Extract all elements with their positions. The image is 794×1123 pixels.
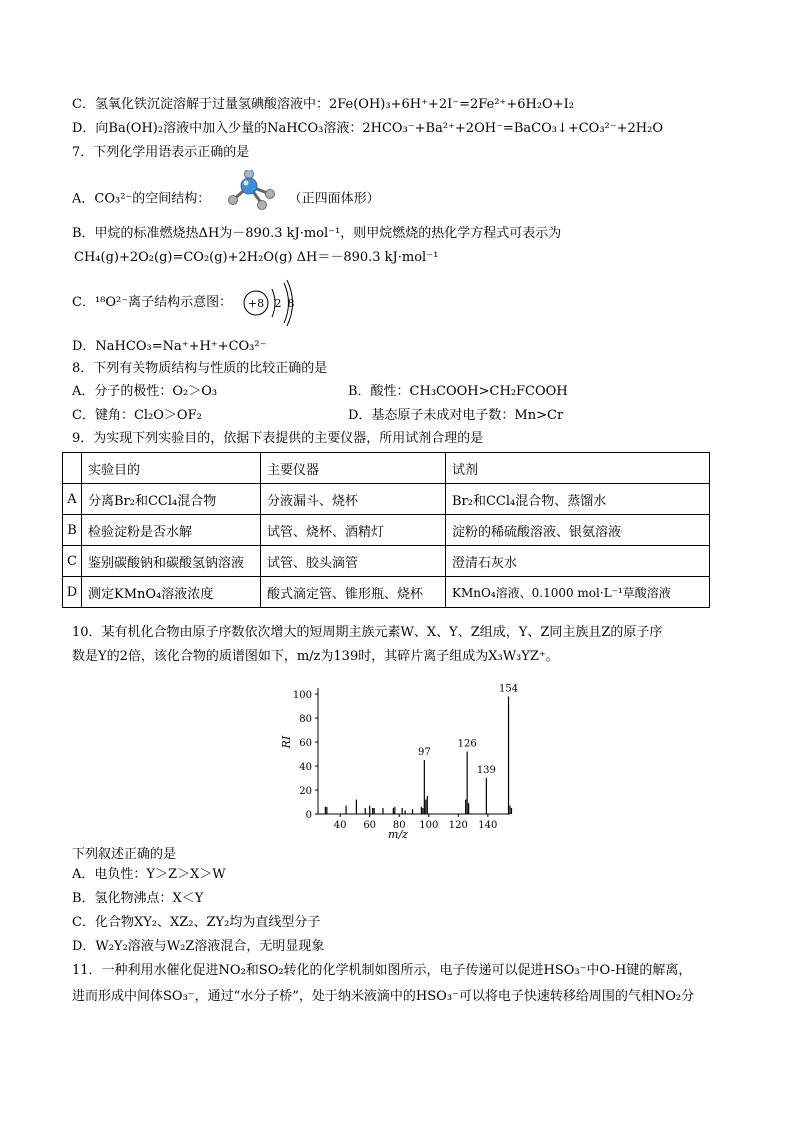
table-cell: 分液漏斗、烧杯 xyxy=(261,484,446,515)
mass-spectrum-chart xyxy=(270,672,520,844)
table-cell: KMnO₄溶液、0.1000 mol·L⁻¹草酸溶液 xyxy=(446,577,710,608)
q8-option-a: A．分子的极性：O₂＞O₃ xyxy=(72,384,218,399)
q10-option-b: B．氢化物沸点：X＜Y xyxy=(72,891,204,906)
table-row xyxy=(63,577,710,608)
q7-option-a-shape: （正四面体形） xyxy=(288,191,380,207)
table-cell: B xyxy=(63,515,82,546)
q7-option-c-text: C．¹⁸O²⁻离子结构示意图： xyxy=(72,295,233,310)
carbonate-ball-stick-model xyxy=(218,170,280,214)
table-header-cell: 主要仪器 xyxy=(261,453,446,484)
q10-after-chart: 下列叙述正确的是 xyxy=(72,847,177,862)
nucleus-charge: +8 xyxy=(247,297,265,310)
q8-option-d: D．基态原子未成对电子数：Mn>Cr xyxy=(348,408,564,423)
q10-option-d: D．W₂Y₂溶液与W₂Z溶液混合，无明显现象 xyxy=(72,939,325,954)
x-axis-label: m/z xyxy=(388,828,408,841)
q7-option-a-text: A．CO₃²⁻的空间结构： xyxy=(72,191,211,207)
table-header-cell: 实验目的 xyxy=(82,453,261,484)
table-cell: D xyxy=(63,577,82,608)
peak-label: 139 xyxy=(476,765,496,776)
shell-2-electrons: 8 xyxy=(287,297,295,310)
q8-stem: 8．下列有关物质结构与性质的比较正确的是 xyxy=(72,361,328,376)
x-tick-label: 140 xyxy=(478,820,498,831)
table-row xyxy=(63,546,710,577)
y-tick-label: 80 xyxy=(299,714,312,725)
table-cell: 试管、胶头滴管 xyxy=(261,546,446,577)
x-tick-label: 120 xyxy=(448,820,468,831)
table-header-cell xyxy=(63,453,82,484)
table-cell: 酸式滴定管、锥形瓶、烧杯 xyxy=(261,577,446,608)
y-tick-label: 0 xyxy=(305,810,312,821)
q7-option-c xyxy=(72,294,232,312)
table-cell: A xyxy=(63,484,82,515)
peak-label: 154 xyxy=(498,683,519,695)
x-tick-label: 100 xyxy=(419,820,439,831)
q10-option-a: A．电负性：Y＞Z＞X＞W xyxy=(72,867,226,882)
table-cell: 测定KMnO₄溶液浓度 xyxy=(82,577,261,608)
y-tick-label: 60 xyxy=(299,738,312,749)
q7-stem: 7．下列化学用语表示正确的是 xyxy=(72,145,250,160)
table-header-cell: 试剂 xyxy=(446,453,710,484)
q8-option-b: B．酸性：CH₃COOH>CH₂FCOOH xyxy=(348,384,568,399)
table-row xyxy=(63,484,710,515)
table-cell: 澄清石灰水 xyxy=(446,546,710,577)
y-tick-label: 100 xyxy=(292,690,312,701)
q10-stem-line2: 数是Y的2倍，该化合物的质谱图如下，m/z为139时，其碎片离子组成为X₃W₃YZ⁺。 xyxy=(72,649,559,664)
q8-option-c: C．键角：Cl₂O＞OF₂ xyxy=(72,408,202,423)
table-cell: Br₂和CCl₄混合物、蒸馏水 xyxy=(446,484,710,515)
q7-option-b-line1: B．甲烷的标准燃烧热ΔH为－890.3 kJ·mol⁻¹，则甲烷燃烧的热化学方程式可表示为 xyxy=(72,226,562,241)
q6-option-d: D．向Ba(OH)₂溶液中加入少量的NaHCO₃溶液：2HCO₃⁻+Ba²⁺+2OH⁻=BaCO₃↓+CO₃²⁻+2H₂O xyxy=(72,121,663,136)
q11-line1: 11．一种利用水催化促进NO₂和SO₂转化的化学机制如图所示，电子传递可以促进HSO₃⁻中O-H键的解离， xyxy=(72,963,692,978)
q7-option-a xyxy=(72,184,380,214)
q11-line2: 进而形成中间体SO₃⁻，通过“水分子桥”，处于纳米液滴中的HSO₃⁻可以将电子快速转移给周围的气相NO₂分 xyxy=(72,989,695,1004)
table-cell: 试管、烧杯、酒精灯 xyxy=(261,515,446,546)
q10-option-c: C．化合物XY₂、XZ₂、ZY₂均为直线型分子 xyxy=(72,915,321,930)
table-header-row xyxy=(63,453,710,484)
y-tick-label: 40 xyxy=(299,762,312,773)
table-cell: 鉴别碳酸钠和碳酸氢钠溶液 xyxy=(82,546,261,577)
table-cell: 淀粉的稀硫酸溶液、银氨溶液 xyxy=(446,515,710,546)
q9-experiment-table xyxy=(62,452,710,608)
x-tick-label: 80 xyxy=(392,820,406,831)
table-cell: 检验淀粉是否水解 xyxy=(82,515,261,546)
y-axis-label: RI xyxy=(280,735,293,749)
q7-option-d: D．NaHCO₃=Na⁺+H⁺+CO₃²⁻ xyxy=(72,339,267,354)
q7-option-b-equation: CH₄(g)+2O₂(g)=CO₂(g)+2H₂O(g) ΔH＝－890.3 kJ·mol⁻¹ xyxy=(74,250,439,265)
table-row xyxy=(63,515,710,546)
q9-stem: 9．为实现下列实验目的，依据下表提供的主要仪器，所用试剂合理的是 xyxy=(72,431,484,446)
y-tick-label: 20 xyxy=(299,786,312,797)
oxygen-ion-structure-diagram xyxy=(240,278,302,328)
shell-1-electrons: 2 xyxy=(274,297,282,310)
q6-option-c: C．氢氧化铁沉淀溶解于过量氢碘酸溶液中：2Fe(OH)₃+6H⁺+2I⁻=2Fe²⁺+6H₂O+I₂ xyxy=(72,97,574,112)
table-cell: C xyxy=(63,546,82,577)
peak-label: 97 xyxy=(417,747,431,758)
chart-peak-labels xyxy=(418,683,518,776)
q10-stem-line1: 10．某有机化合物由原子序数依次增大的短周期主族元素W、X、Y、Z组成，Y、Z同主族且Z的原子序 xyxy=(72,625,663,640)
x-tick-label: 60 xyxy=(363,820,377,831)
peak-label: 126 xyxy=(457,738,477,750)
table-cell: 分离Br₂和CCl₄混合物 xyxy=(82,484,261,515)
x-tick-label: 40 xyxy=(333,820,347,831)
